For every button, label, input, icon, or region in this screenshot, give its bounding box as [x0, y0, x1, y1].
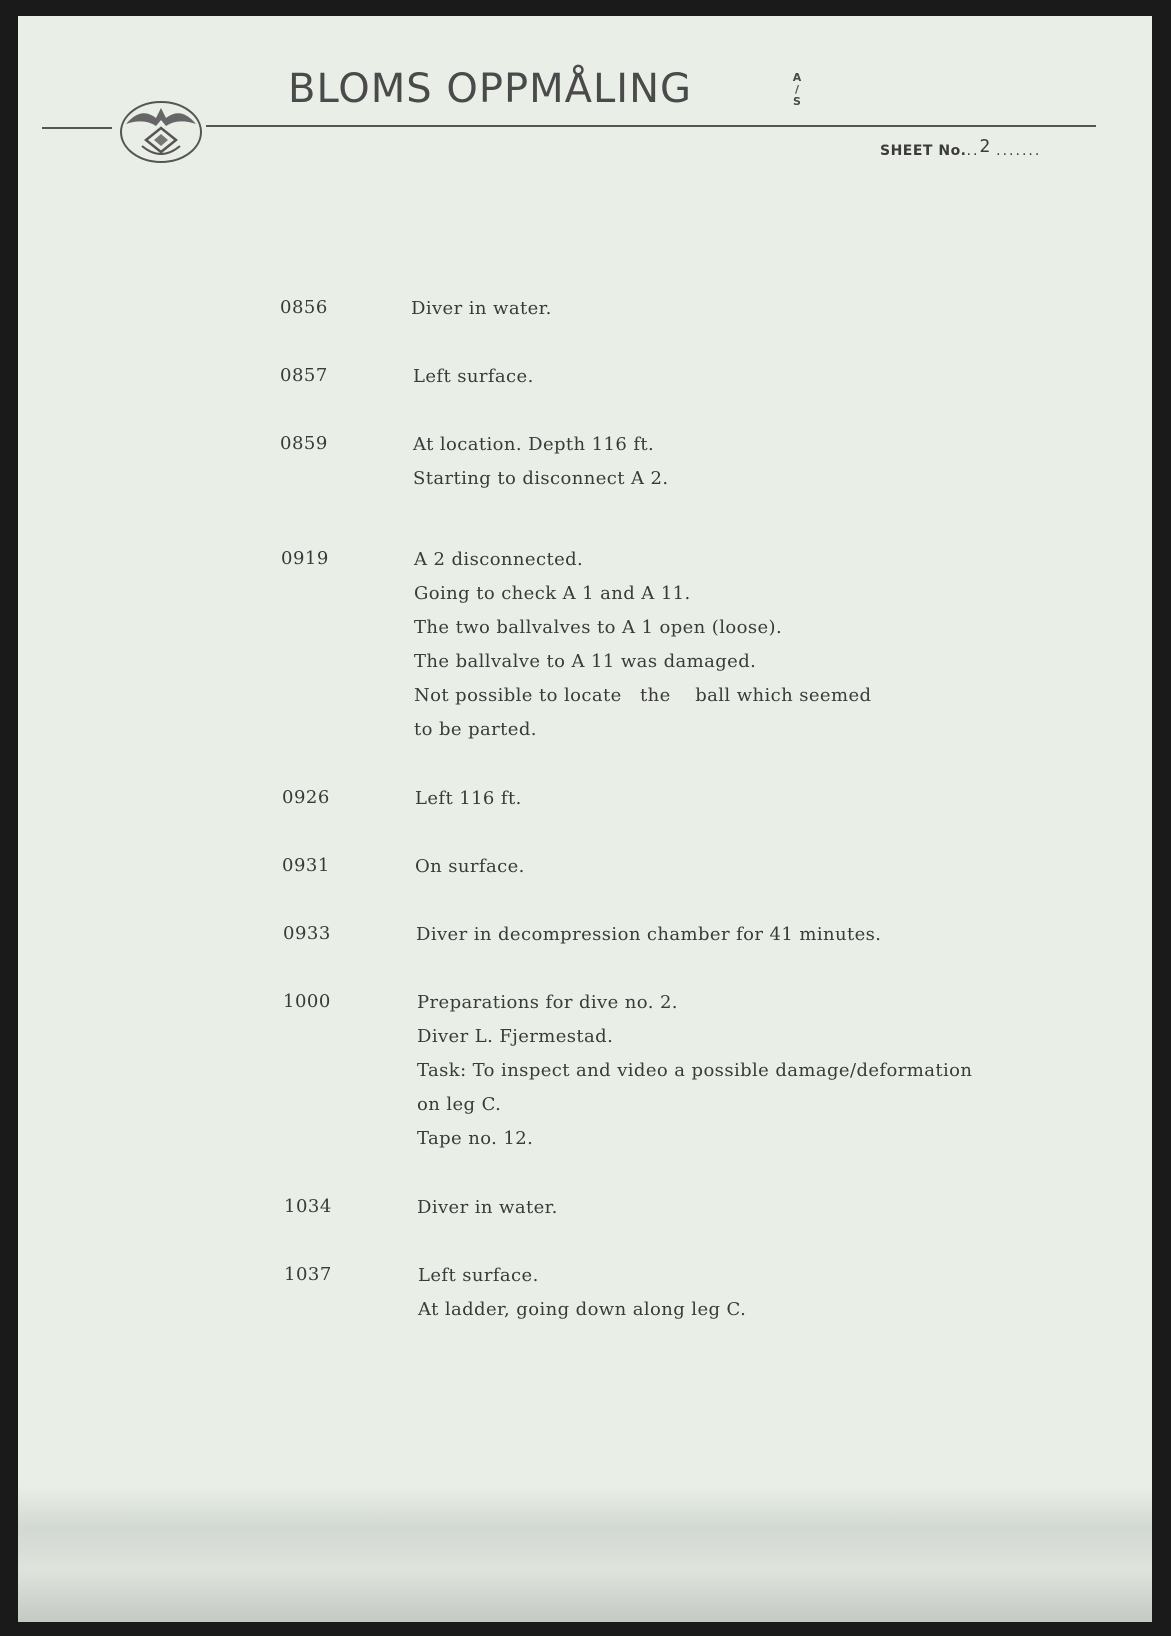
log-text	[416, 918, 881, 952]
log-text	[414, 543, 871, 747]
log-line: Diver in water.	[411, 298, 552, 319]
sheet-number-value: 2	[979, 136, 991, 157]
log-line: Starting to disconnect A 2.	[413, 468, 669, 489]
log-line: The ballvalve to A 11 was damaged.	[414, 651, 757, 672]
log-time: 0856	[280, 297, 328, 318]
log-line: Left surface.	[413, 366, 534, 387]
sheet-number: SHEET No...2 .......	[880, 136, 1042, 159]
log-time: 1034	[284, 1196, 332, 1217]
log-line: A 2 disconnected.	[414, 549, 584, 570]
sheet-number-dots: .......	[996, 143, 1042, 159]
log-text	[418, 1259, 746, 1327]
scan-bottom-edge	[18, 1486, 1152, 1622]
log-line: The two ballvalves to A 1 open (loose).	[414, 617, 783, 638]
letterhead-title: BLOMS OPPMÅLING	[288, 66, 693, 112]
log-time: 0859	[280, 433, 328, 454]
log-time: 0933	[283, 923, 331, 944]
log-line: At ladder, going down along leg C.	[418, 1299, 747, 1320]
log-text	[417, 1191, 558, 1225]
log-time: 0857	[280, 365, 328, 386]
log-text	[413, 360, 534, 394]
log-line: Diver in decompression chamber for 41 minutes.	[416, 924, 882, 945]
document-sheet	[18, 16, 1152, 1622]
log-line: On surface.	[415, 856, 525, 877]
log-line: Tape no. 12.	[417, 1128, 534, 1149]
log-text	[415, 782, 522, 816]
log-time: 1037	[284, 1264, 332, 1285]
log-time: 0931	[282, 855, 330, 876]
log-line: At location. Depth 116 ft.	[413, 434, 655, 455]
log-text	[415, 850, 525, 884]
log-line: Preparations for dive no. 2.	[417, 992, 678, 1013]
log-line: Going to check A 1 and A 11.	[414, 583, 691, 604]
log-text	[413, 428, 669, 496]
log-text	[417, 986, 972, 1156]
dive-log	[18, 16, 1152, 1622]
log-line: Not possible to locate the ball which seemed	[414, 685, 872, 706]
log-text	[411, 292, 552, 326]
log-line: Diver L. Fjermestad.	[417, 1026, 614, 1047]
log-line: on leg C.	[417, 1094, 502, 1115]
log-line: Task: To inspect and video a possible damage/deformation	[417, 1060, 973, 1081]
log-line: Left 116 ft.	[415, 788, 522, 809]
log-time: 0926	[282, 787, 330, 808]
log-time: 1000	[283, 991, 331, 1012]
log-line: to be parted.	[414, 719, 537, 740]
log-line: Diver in water.	[417, 1197, 558, 1218]
log-line: Left surface.	[418, 1265, 539, 1286]
log-time: 0919	[281, 548, 329, 569]
letterhead-suffix: A / S	[792, 71, 802, 108]
sheet-number-label: SHEET No.	[880, 143, 967, 159]
